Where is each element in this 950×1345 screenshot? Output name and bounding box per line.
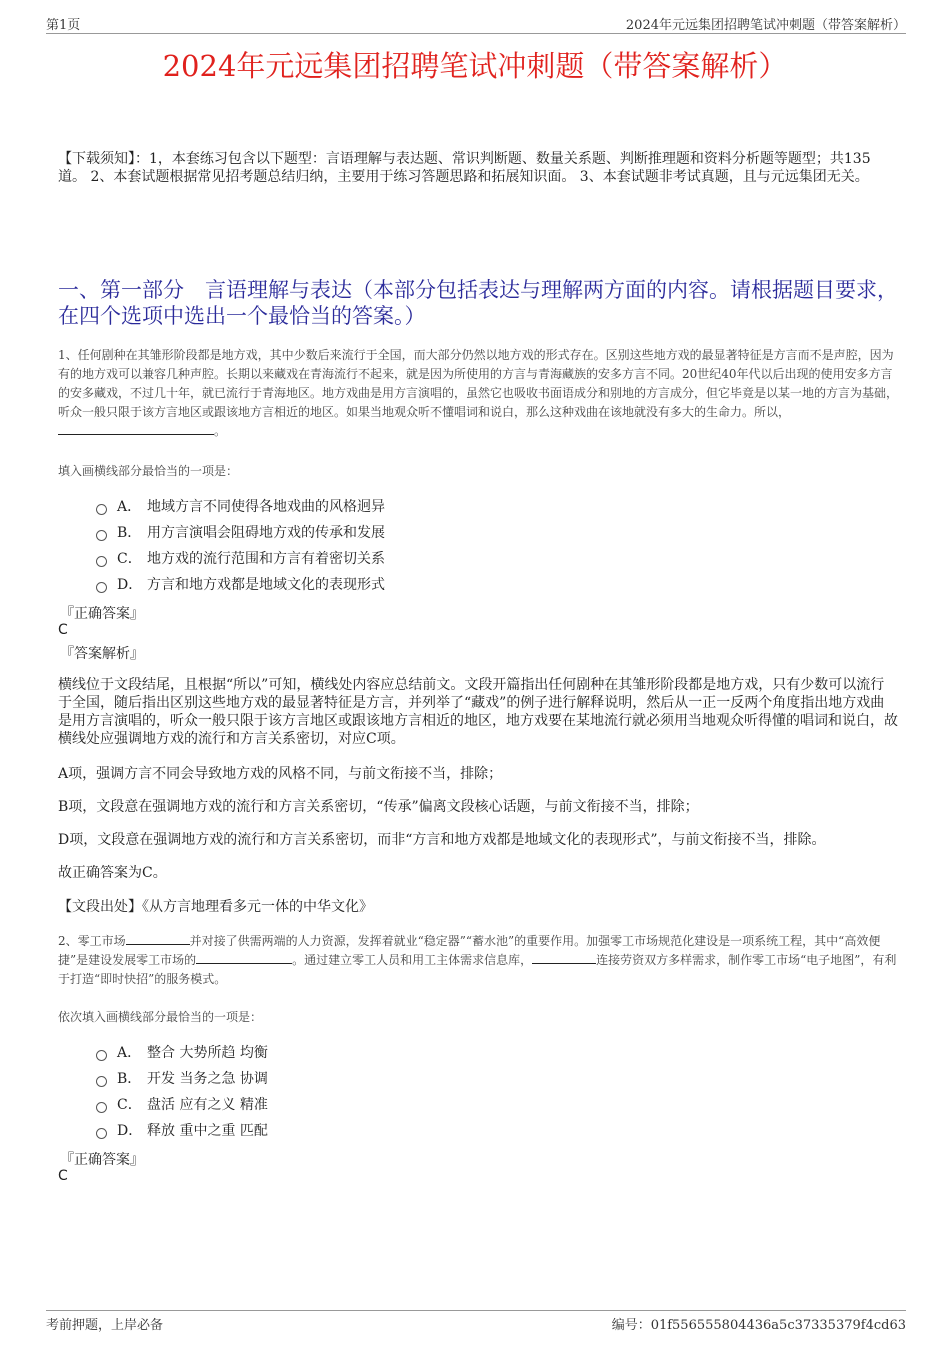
question-2-prompt: 依次填入画横线部分最恰当的一项是：: [58, 1010, 263, 1024]
question-1-analysis-b: B项，文段意在强调地方戏的流行和方言关系密切，“传承”偏离文段核心话题，与前文衔接不当，排除；: [58, 799, 699, 815]
option-letter: A．: [117, 499, 142, 515]
option-letter: A．: [117, 1045, 142, 1061]
option-text: 盘活 应有之义 精准: [147, 1097, 268, 1113]
question-2-blank-3: [532, 951, 596, 964]
question-2-option-a[interactable]: [96, 1042, 268, 1062]
question-1-body: 1、任何剧种在其雏形阶段都是地方戏，其中少数后来流行于全国，而大部分仍然以地方戏的形式存在。区别这些地方戏的最显著特征是方言而不是声腔，因为有的地方戏可以兼容几种声腔。长期以来藏戏在青海流行不起来，就是因为所使用的方言与青海藏族的安多方言不同。20世纪40年代以后出现的使用安多方言的安多藏戏，不过几十年，就已流行于青海地区。地方戏曲是用方言演唱的，虽然它也吸收书面语成分和别地的方言成分，但它毕竟是以某一地的方言为基础，听众一般只限于该方言地区或跟该地方言相近的地区。如果当地观众听不懂唱词和说白，那么这种戏曲在该地就没有多大的生命力。所以，: [58, 348, 899, 419]
option-text: 地域方言不同使得各地戏曲的风格迥异: [147, 499, 385, 515]
radio-icon[interactable]: [96, 504, 107, 515]
option-letter: D．: [117, 577, 143, 593]
option-text: 释放 重中之重 匹配: [147, 1123, 268, 1139]
option-letter: D．: [117, 1123, 143, 1139]
question-1-analysis-label: 『答案解析』: [60, 646, 144, 662]
option-letter: C．: [117, 1097, 142, 1113]
question-1-option-a[interactable]: [96, 496, 385, 516]
option-text: 地方戏的流行范围和方言有着密切关系: [147, 551, 385, 567]
header-doc-title: 2024年元远集团招聘笔试冲刺题（带答案解析）: [625, 18, 906, 33]
question-2-option-c[interactable]: [96, 1094, 268, 1114]
option-letter: C．: [117, 551, 142, 567]
question-1-answer: C: [58, 622, 68, 638]
question-1-blank: [58, 422, 214, 435]
question-2-answer: C: [58, 1168, 68, 1184]
footer-slogan: 考前押题，上岸必备: [46, 1318, 164, 1333]
footer-divider: [46, 1310, 906, 1311]
question-2-seg-4: 连接劳资双方多样需求，制作零工市场“电子地图”，有利于打造“即时快招”的服务模式。: [58, 953, 897, 986]
question-2-blank-2: [196, 951, 292, 964]
question-1-option-b[interactable]: [96, 522, 385, 542]
radio-icon[interactable]: [96, 556, 107, 567]
question-2-seg-1: 2、零工市场: [58, 934, 126, 948]
radio-icon[interactable]: [96, 1050, 107, 1061]
question-1-analysis-d: D项，文段意在强调地方戏的流行和方言关系密切，而非“方言和地方戏都是地域文化的表现形式”，与前文衔接不当，排除。: [58, 832, 826, 848]
page-title: 2024年元远集团招聘笔试冲刺题（带答案解析）: [162, 49, 788, 83]
question-2-option-d[interactable]: [96, 1120, 268, 1140]
question-1-prompt: 填入画横线部分最恰当的一项是：: [58, 464, 239, 478]
radio-icon[interactable]: [96, 1076, 107, 1087]
option-text: 用方言演唱会阻碍地方戏的传承和发展: [147, 525, 385, 541]
question-2-blank-1: [126, 932, 190, 945]
question-1-option-c[interactable]: [96, 548, 385, 568]
option-text: 开发 当务之急 协调: [147, 1071, 268, 1087]
download-notice: 【下载须知】：1，本套练习包含以下题型：言语理解与表达题、常识判断题、数量关系题、判断推理题和资料分析题等题型；共135道。 2、本套试题根据常见招考题总结归纳，主要用于练习答题思路和拓展知识面。 3、本套试题非考试真题，且与元远集团无关。: [58, 151, 871, 185]
option-letter: B．: [117, 525, 142, 541]
section-title: 一、第一部分 言语理解与表达（本部分包括表达与理解两方面的内容。请根据题目要求，在四个选项中选出一个最恰当的答案。）: [58, 278, 898, 328]
footer-doc-id: 编号：01f556555804436a5c37335379f4cd63: [611, 1318, 906, 1333]
question-1-option-d[interactable]: [96, 574, 385, 594]
question-1-analysis-main: 横线位于文段结尾，且根据“所以”可知，横线处内容应总结前文。文段开篇指出任何剧种在其雏形阶段都是地方戏，只有少数可以流行于全国，随后指出区别这些地方戏的最显著特征是方言，并列举了“藏戏”的例子进行解释说明，然后从一正一反两个角度指出地方戏曲是用方言演唱的，听众一般只限于该方言地区或跟该地方言相近的地区，地方戏要在某地流行就必须用当地观众听得懂的唱词和说白，故横线处应强调地方戏的流行和方言关系密切，对应C项。: [58, 677, 898, 747]
question-1-source: 【文段出处】《从方言地理看多元一体的中华文化》: [58, 899, 373, 915]
option-text: 方言和地方戏都是地域文化的表现形式: [147, 577, 385, 593]
question-2-text: [58, 932, 900, 989]
radio-icon[interactable]: [96, 582, 107, 593]
question-1-analysis-conclusion: 故正确答案为C。: [58, 865, 167, 881]
option-letter: B．: [117, 1071, 142, 1087]
question-1-text: [58, 346, 900, 441]
question-1-analysis-a: A项，强调方言不同会导致地方戏的风格不同，与前文衔接不当，排除；: [58, 766, 503, 782]
header-page-number: 第1页: [46, 18, 81, 33]
radio-icon[interactable]: [96, 530, 107, 541]
question-2-option-b[interactable]: [96, 1068, 268, 1088]
header-divider: [46, 33, 906, 34]
option-text: 整合 大势所趋 均衡: [147, 1045, 268, 1061]
radio-icon[interactable]: [96, 1102, 107, 1113]
question-1-answer-label: 『正确答案』: [60, 606, 144, 622]
question-1-end: 。: [214, 424, 227, 438]
question-2-seg-2: 并对接了供需两端的人力资源，发挥着就业“稳定器”“蓄水池”的重要作用。加强零工市场规范化建设是一项系统工程，其中“高效便捷”是建设发展零工市场的: [58, 934, 881, 967]
radio-icon[interactable]: [96, 1128, 107, 1139]
question-2-answer-label: 『正确答案』: [60, 1152, 144, 1168]
question-2-seg-3: 。通过建立零工人员和用工主体需求信息库，: [292, 953, 533, 967]
